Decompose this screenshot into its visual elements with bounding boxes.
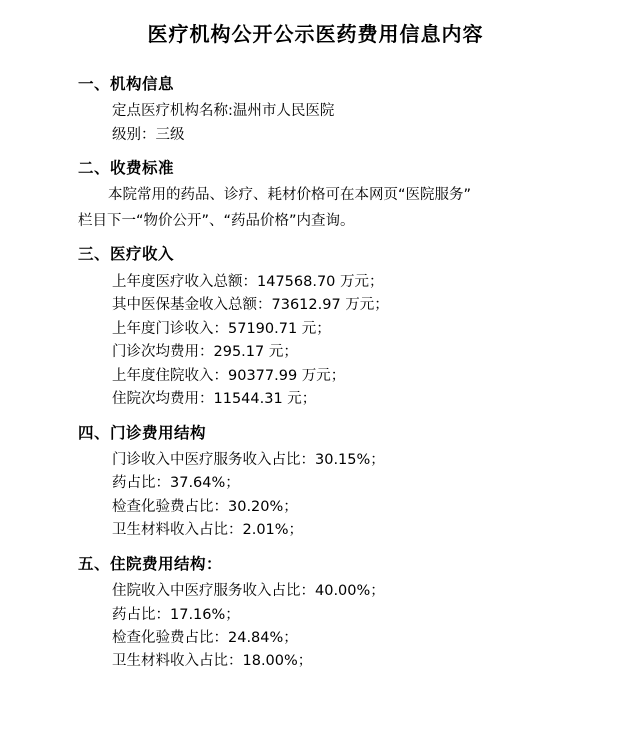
section-heading-medical-income: 三、医疗收入 — [78, 245, 175, 264]
inpatient-drug-ratio-line: 药占比：17.16%； — [112, 606, 240, 623]
outpatient-average-cost-line: 门诊次均费用：295.17 元； — [112, 344, 298, 361]
outpatient-service-income-ratio-line: 门诊收入中医疗服务收入占比：30.15%； — [112, 451, 385, 468]
outpatient-material-ratio-line: 卫生材料收入占比：2.01%； — [112, 522, 304, 539]
inpatient-income-line: 上年度住院收入：90377.99 万元； — [112, 367, 346, 384]
section-heading-inpatient-cost-structure: 五、住院费用结构： — [78, 554, 223, 573]
fee-standard-paragraph-line-1: 本院常用的药品、诊疗、耗材价格可在本网页“医院服务” — [108, 187, 472, 204]
outpatient-exam-ratio-line: 检查化验费占比：30.20%； — [112, 498, 298, 515]
outpatient-drug-ratio-line: 药占比：37.64%； — [112, 475, 240, 492]
document-page — [0, 18, 631, 737]
inpatient-material-ratio-line: 卫生材料收入占比：18.00%； — [112, 653, 313, 670]
institution-name-line: 定点医疗机构名称:温州市人民医院 — [112, 103, 335, 120]
section-heading-outpatient-cost-structure: 四、门诊费用结构 — [78, 423, 207, 442]
document-body — [0, 73, 631, 674]
insurance-fund-income-line: 其中医保基金收入总额：73612.97 万元； — [112, 297, 389, 314]
section-heading-fee-standard: 二、收费标准 — [78, 159, 175, 178]
inpatient-average-cost-line: 住院次均费用：11544.31 元； — [112, 391, 317, 408]
institution-level-line: 级别：三级 — [112, 126, 185, 143]
section-heading-institution-info: 一、机构信息 — [78, 75, 175, 93]
medical-income-total-line: 上年度医疗收入总额：147568.70 万元； — [112, 273, 384, 290]
inpatient-exam-ratio-line: 检查化验费占比：24.84%； — [112, 630, 298, 646]
fee-standard-paragraph-line-2: 栏目下一“物价公开”、“药品价格”内查询。 — [78, 212, 355, 229]
outpatient-income-line: 上年度门诊收入：57190.71 元； — [112, 320, 331, 337]
inpatient-service-income-ratio-line: 住院收入中医疗服务收入占比：40.00%； — [112, 583, 385, 600]
page-title: 医疗机构公开公示医药费用信息内容 — [147, 22, 484, 46]
